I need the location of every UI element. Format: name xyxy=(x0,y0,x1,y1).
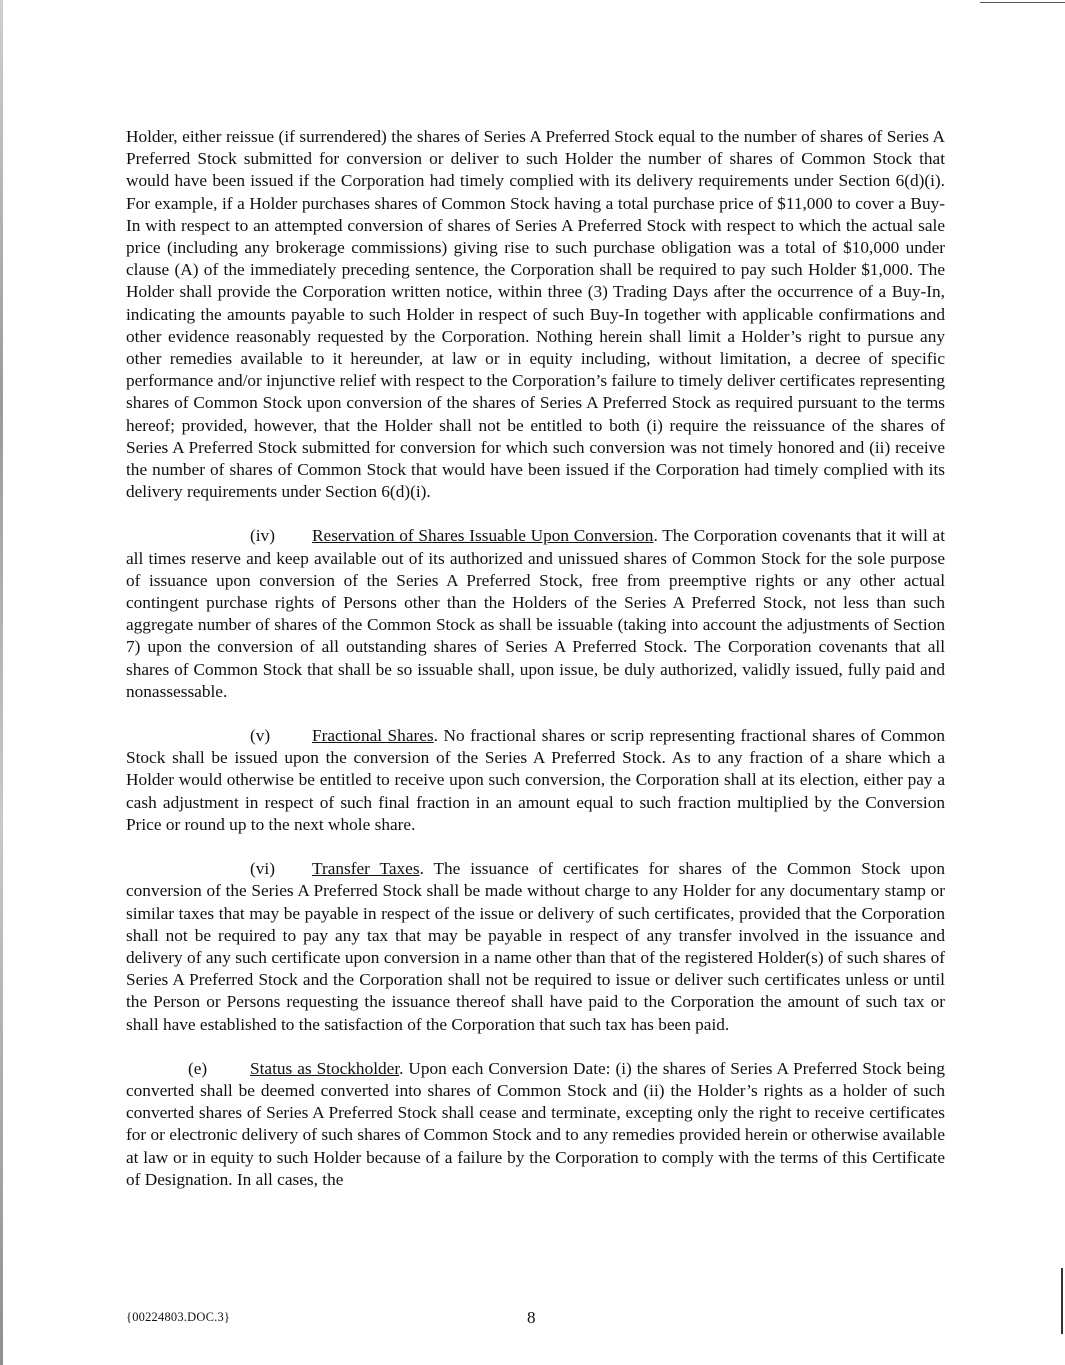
heading-transfer-taxes: Transfer Taxes xyxy=(312,859,420,879)
text-reservation-of-shares: . The Corporation covenants that it will at all times reserve and keep available out of its authorized and unissued shares of Common Stock for the sole purpose of issuance upon conversion of the Series A Preferred Stock, free from preemptive rights or any other actual contingent purchase rights of Persons other than the Holders of the Series A Preferred Stock, not less than such aggregate number of shares of the Common Stock as shall be issuable (taking into account the adjustments of Section 7) upon the conversion of all outstanding shares of Series A Preferred Stock. The Corporation covenants that all shares of Common Stock that shall be so issuable shall, upon issue, be duly authorized, validly issued, fully paid and nonassessable. xyxy=(126,526,945,701)
heading-status-as-stockholder: Status as Stockholder xyxy=(250,1058,400,1078)
text-transfer-taxes: . The issuance of certificates for shares of the Common Stock upon conversion of the Series A Preferred Stock shall be made without charge to any Holder for any documentary stamp or similar taxes that may be payable in respect of the issue or delivery of such certificates, provided that the Corporation shall not be required to pay any tax that may be payable in respect of any transfer involved in the issuance and delivery of any such certificate upon conversion in a name other than that of the registered Holder(s) of such shares of Series A Preferred Stock and the Corporation shall not be required to issue or deliver such certificates unless or until the Person or Persons requesting the issuance thereof shall have paid to the Corporation the amount of such tax or shall have established to the satisfaction of the Corporation that such tax has been paid. xyxy=(126,859,946,1034)
scan-right-mark xyxy=(1061,1268,1063,1334)
footer-doc-code: {00224803.DOC.3} xyxy=(126,1310,231,1324)
page-number: 8 xyxy=(527,1308,536,1327)
section-label-v: (v) xyxy=(250,726,271,746)
paragraph-buy-in-continuation: Holder, either reissue (if surrendered) the shares of Series A Preferred Stock equal to the number of shares of Series A Preferred Stock submitted for conversion or deliver to such Holder the number of shares of Common Stock that would have been issued if the Corporation had timely complied with its delivery requirements under Section 6(d)(i). For example, if a Holder purchases shares of Common Stock having a total purchase price of $11,000 to cover a Buy-In with respect to an attempted conversion of shares of Series A Preferred Stock with respect to which the actual sale price (including any brokerage commissions) giving rise to such purchase obligation was a total of $10,000 under clause (A) of the immediately preceding sentence, the Corporation shall be required to pay such Holder $1,000. The Holder shall provide the Corporation written notice, within three (3) Trading Days after the occurrence of a Buy-In, indicating the amounts payable to such Holder in respect of such Buy-In together with applicable confirmations and other evidence reasonably requested by the Corporation. Nothing herein shall limit a Holder’s right to pursue any other remedies available to it hereunder, at law or in equity including, without limitation, a decree of specific performance and/or injunctive relief with respect to the Corporation’s failure to timely deliver certificates representing shares of Common Stock upon conversion of the shares of Series A Preferred Stock as required pursuant to the terms hereof; provided, however, that the Holder shall not be entitled to both (i) require the reissuance of the shares of Series A Preferred Stock submitted for conversion for which such conversion was not timely honored and (ii) receive the number of shares of Common Stock that would have been issued if the Corporation had timely complied with its delivery requirements under Section 6(d)(i). xyxy=(126,127,945,502)
paragraph-fractional-shares xyxy=(126,725,945,836)
document-body xyxy=(126,126,945,1213)
scan-top-right-line xyxy=(980,2,1065,3)
section-label-vi: (vi) xyxy=(250,859,275,879)
text-status-as-stockholder: . Upon each Conversion Date: (i) the shares of Series A Preferred Stock being converted shall be deemed converted into shares of Common Stock and (ii) the Holder’s rights as a holder of such converted shares of Series A Preferred Stock shall cease and terminate, excepting only the right to receive certificates for or electronic delivery of such shares of Common Stock and to any remedies provided herein or otherwise available at law or in equity to such Holder because of a failure by the Corporation to comply with the terms of this Certificate of Designation. In all cases, the xyxy=(126,1058,945,1189)
section-label-e: (e) xyxy=(188,1058,208,1078)
scan-left-edge xyxy=(0,0,3,1365)
paragraph-transfer-taxes xyxy=(126,858,945,1036)
paragraph-status-as-stockholder xyxy=(126,1058,945,1191)
heading-reservation-of-shares: Reservation of Shares Issuable Upon Conversion xyxy=(312,526,654,546)
heading-fractional-shares: Fractional Shares xyxy=(312,726,434,746)
section-label-iv: (iv) xyxy=(250,526,275,546)
paragraph-reservation-of-shares xyxy=(126,525,945,703)
text-fractional-shares: . No fractional shares or scrip representing fractional shares of Common Stock shall be issued upon the conversion of the Series A Preferred Stock. As to any fraction of a share which a Holder would otherwise be entitled to receive upon such conversion, the Corporation shall at its election, either pay a cash adjustment in respect of such final fraction in an amount equal to such fraction multiplied by the Conversion Price or round up to the next whole share. xyxy=(126,726,945,834)
